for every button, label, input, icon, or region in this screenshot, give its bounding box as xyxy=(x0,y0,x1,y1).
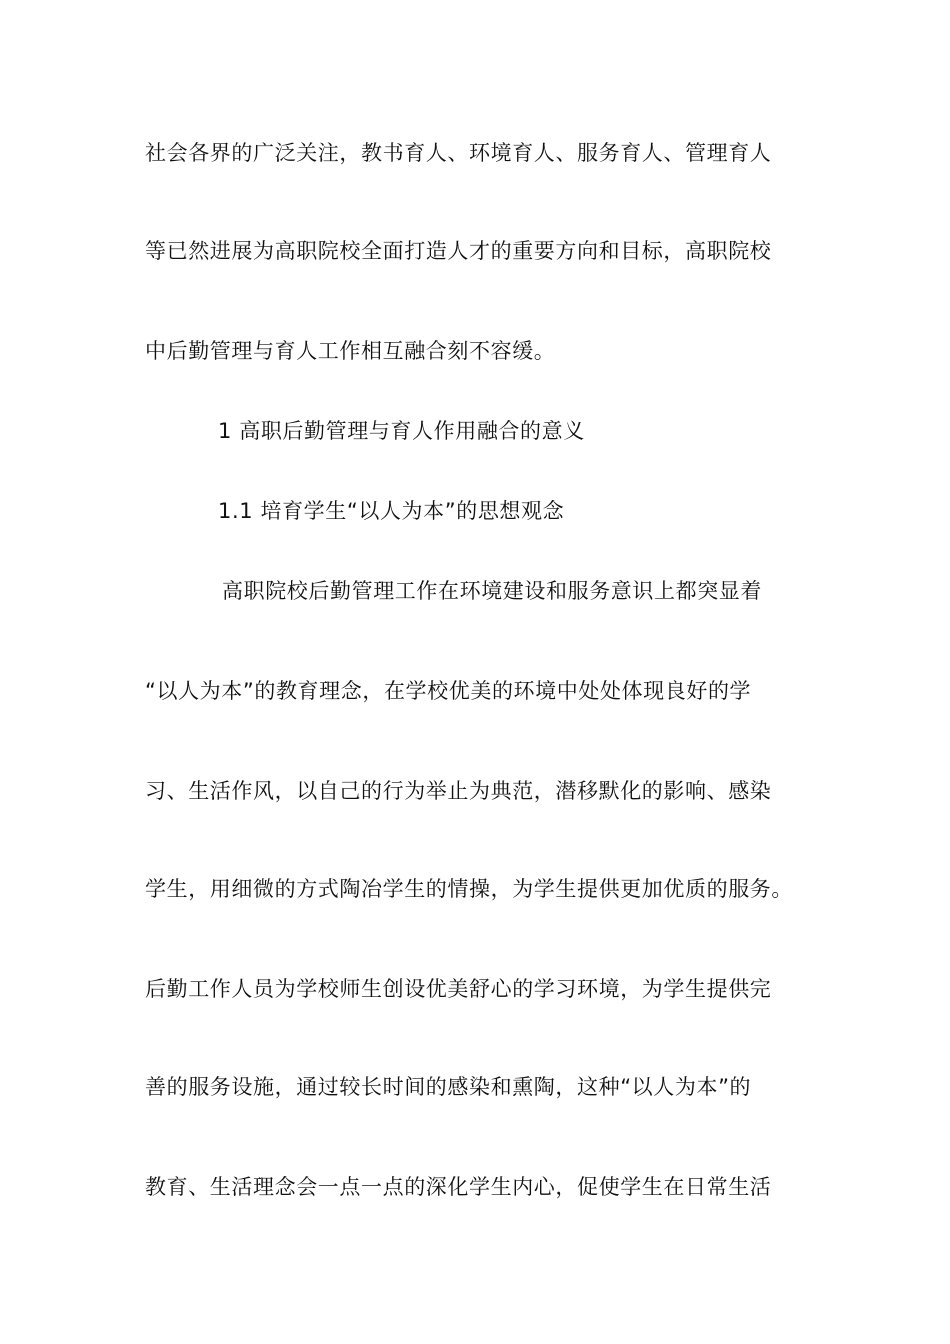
paragraph-line: 社会各界的广泛关注，教书育人、环境育人、服务育人、管理育人 xyxy=(145,141,772,165)
paragraph-line: 习、生活作风，以自己的行为举止为典范，潜移默化的影响、感染 xyxy=(145,779,772,803)
paragraph-line: 高职院校后勤管理工作在环境建设和服务意识上都突显着 xyxy=(222,579,762,603)
paragraph-line: 教育、生活理念会一点一点的深化学生内心，促使学生在日常生活 xyxy=(145,1175,772,1199)
paragraph-line: 等已然进展为高职院校全面打造人才的重要方向和目标，高职院校 xyxy=(145,239,772,263)
paragraph-line: “以人为本”的教育理念，在学校优美的环境中处处体现良好的学 xyxy=(145,679,752,703)
subsection-heading: 1.1 培育学生“以人为本”的思想观念 xyxy=(218,499,565,523)
paragraph-line: 后勤工作人员为学校师生创设优美舒心的学习环境，为学生提供完 xyxy=(145,977,772,1001)
section-heading: 1 高职后勤管理与育人作用融合的意义 xyxy=(218,419,585,443)
paragraph-line: 学生，用细微的方式陶冶学生的情操，为学生提供更加优质的服务。 xyxy=(145,877,793,901)
paragraph-line: 善的服务设施，通过较长时间的感染和熏陶，这种“以人为本”的 xyxy=(145,1075,752,1099)
paragraph-line: 中后勤管理与育人工作相互融合刻不容缓。 xyxy=(145,339,556,363)
